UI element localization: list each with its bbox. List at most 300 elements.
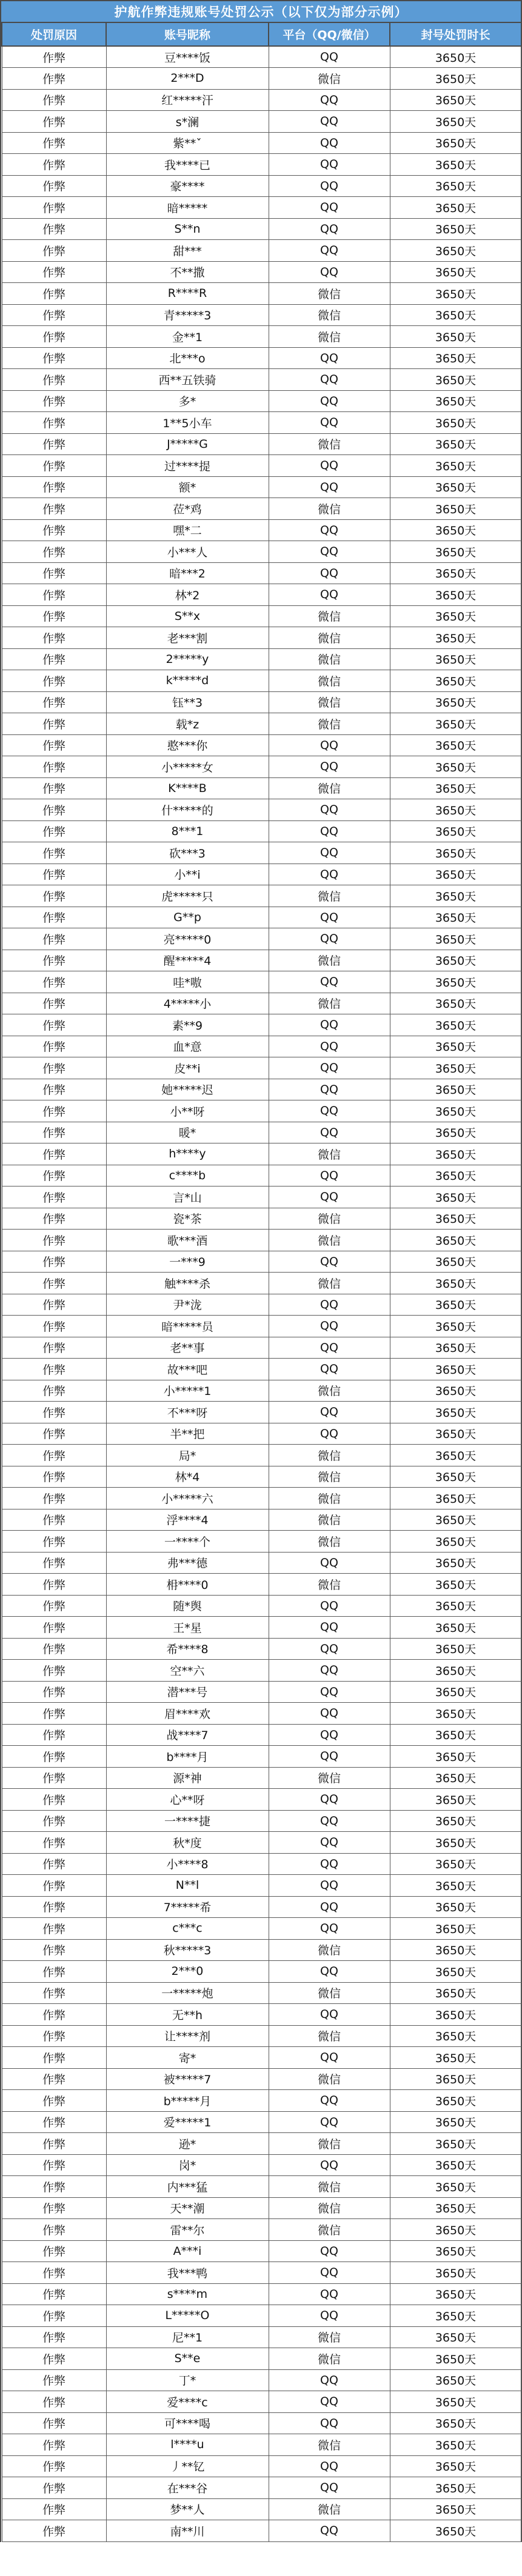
cell-reason: 作弊 <box>2 1789 106 1811</box>
cell-reason: 作弊 <box>2 605 106 627</box>
cell-reason: 作弊 <box>2 1724 106 1746</box>
cell-platform: QQ <box>269 1316 390 1337</box>
cell-duration: 3650天 <box>390 2219 521 2241</box>
cell-platform: 微信 <box>269 2133 390 2155</box>
table-row <box>2 1896 521 1918</box>
cell-nickname: 秋*****3 <box>106 1939 269 1961</box>
cell-duration: 3650天 <box>390 111 521 133</box>
cell-reason: 作弊 <box>2 1531 106 1553</box>
cell-duration: 3650天 <box>390 2197 521 2219</box>
cell-nickname: 雷**尔 <box>106 2219 269 2241</box>
cell-reason: 作弊 <box>2 2240 106 2262</box>
cell-duration: 3650天 <box>390 2391 521 2413</box>
cell-reason: 作弊 <box>2 1875 106 1897</box>
cell-nickname: h****y <box>106 1143 269 1165</box>
cell-nickname: R****R <box>106 283 269 305</box>
cell-nickname: b*****月 <box>106 2090 269 2112</box>
cell-platform: 微信 <box>269 777 390 799</box>
cell-duration: 3650天 <box>390 1574 521 1596</box>
cell-duration: 3650天 <box>390 1810 521 1832</box>
cell-reason: 作弊 <box>2 2219 106 2241</box>
cell-platform: 微信 <box>269 498 390 520</box>
cell-reason: 作弊 <box>2 197 106 219</box>
cell-platform: QQ <box>269 1552 390 1574</box>
cell-reason: 作弊 <box>2 2047 106 2069</box>
cell-platform: QQ <box>269 1402 390 1423</box>
cell-reason: 作弊 <box>2 1208 106 1230</box>
cell-reason: 作弊 <box>2 2477 106 2499</box>
cell-reason: 作弊 <box>2 1638 106 1660</box>
table-row <box>2 1100 521 1122</box>
cell-reason: 作弊 <box>2 670 106 692</box>
cell-duration: 3650天 <box>390 2090 521 2112</box>
table-row <box>2 111 521 133</box>
cell-nickname: 尹*泷 <box>106 1294 269 1316</box>
cell-duration: 3650天 <box>390 433 521 455</box>
cell-platform: 微信 <box>269 1466 390 1488</box>
cell-platform: 微信 <box>269 605 390 627</box>
cell-nickname: 皮**i <box>106 1057 269 1079</box>
cell-nickname: 醒*****4 <box>106 950 269 971</box>
cell-platform: QQ <box>269 1681 390 1703</box>
cell-platform: 微信 <box>269 2326 390 2348</box>
cell-duration: 3650天 <box>390 2305 521 2327</box>
table-row <box>2 627 521 649</box>
table-row <box>2 756 521 778</box>
cell-platform: QQ <box>269 218 390 240</box>
cell-reason: 作弊 <box>2 1918 106 1940</box>
cell-duration: 3650天 <box>390 154 521 176</box>
cell-duration: 3650天 <box>390 928 521 950</box>
cell-reason: 作弊 <box>2 1294 106 1316</box>
cell-nickname: 言*山 <box>106 1186 269 1208</box>
cell-platform: 微信 <box>269 2197 390 2219</box>
cell-nickname: 小*****1 <box>106 1380 269 1402</box>
cell-platform: QQ <box>269 1100 390 1122</box>
cell-reason: 作弊 <box>2 864 106 885</box>
table-row <box>2 2176 521 2198</box>
cell-duration: 3650天 <box>390 713 521 735</box>
cell-reason: 作弊 <box>2 1660 106 1682</box>
table-row <box>2 46 521 68</box>
cell-reason: 作弊 <box>2 455 106 477</box>
cell-reason: 作弊 <box>2 304 106 326</box>
cell-reason: 作弊 <box>2 1617 106 1639</box>
cell-platform: 微信 <box>269 2025 390 2047</box>
table-row <box>2 433 521 455</box>
table-row <box>2 498 521 520</box>
cell-platform: QQ <box>269 1036 390 1057</box>
cell-platform: QQ <box>269 1660 390 1682</box>
cell-nickname: 老***割 <box>106 627 269 649</box>
cell-duration: 3650天 <box>390 864 521 885</box>
cell-duration: 3650天 <box>390 1789 521 1811</box>
cell-platform: QQ <box>269 1617 390 1639</box>
table-row <box>2 885 521 907</box>
cell-nickname: 血*意 <box>106 1036 269 1057</box>
cell-platform: 微信 <box>269 1380 390 1402</box>
cell-platform: 微信 <box>269 670 390 692</box>
cell-reason: 作弊 <box>2 1230 106 1251</box>
table-row <box>2 1767 521 1789</box>
cell-nickname: 在***谷 <box>106 2477 269 2499</box>
cell-duration: 3650天 <box>390 1939 521 1961</box>
table-row <box>2 670 521 692</box>
cell-nickname: 金**1 <box>106 326 269 348</box>
cell-nickname: 故***吧 <box>106 1359 269 1380</box>
cell-nickname: J*****G <box>106 433 269 455</box>
cell-reason: 作弊 <box>2 111 106 133</box>
cell-platform: 微信 <box>269 885 390 907</box>
cell-duration: 3650天 <box>390 1918 521 1940</box>
cell-reason: 作弊 <box>2 1810 106 1832</box>
cell-reason: 作弊 <box>2 476 106 498</box>
cell-nickname: 王*星 <box>106 1617 269 1639</box>
cell-duration: 3650天 <box>390 46 521 68</box>
table-row <box>2 1918 521 1940</box>
table-row <box>2 68 521 90</box>
cell-reason: 作弊 <box>2 820 106 842</box>
cell-reason: 作弊 <box>2 433 106 455</box>
table-row <box>2 1746 521 1768</box>
cell-nickname: 寄* <box>106 2047 269 2069</box>
cell-duration: 3650天 <box>390 2412 521 2434</box>
cell-nickname: c****b <box>106 1165 269 1186</box>
cell-nickname: S**x <box>106 605 269 627</box>
cell-reason: 作弊 <box>2 1681 106 1703</box>
cell-platform: QQ <box>269 734 390 756</box>
cell-platform: QQ <box>269 1918 390 1940</box>
cell-reason: 作弊 <box>2 1057 106 1079</box>
table-row <box>2 2262 521 2284</box>
table-row <box>2 2326 521 2348</box>
cell-nickname: 枏****0 <box>106 1574 269 1596</box>
cell-duration: 3650天 <box>390 2133 521 2155</box>
cell-platform: QQ <box>269 2477 390 2499</box>
cell-nickname: 小*****六 <box>106 1488 269 1509</box>
cell-platform: QQ <box>269 562 390 584</box>
cell-duration: 3650天 <box>390 2326 521 2348</box>
table-row <box>2 2068 521 2090</box>
table-row <box>2 605 521 627</box>
cell-duration: 3650天 <box>390 1509 521 1531</box>
cell-nickname: 什*****的 <box>106 799 269 821</box>
cell-platform: QQ <box>269 1810 390 1832</box>
cell-nickname: 青*****3 <box>106 304 269 326</box>
cell-duration: 3650天 <box>390 1079 521 1100</box>
cell-duration: 3650天 <box>390 1638 521 1660</box>
cell-reason: 作弊 <box>2 777 106 799</box>
table-row <box>2 1617 521 1639</box>
table-row <box>2 2434 521 2456</box>
cell-reason: 作弊 <box>2 1574 106 1596</box>
cell-reason: 作弊 <box>2 1380 106 1402</box>
cell-platform: QQ <box>269 89 390 111</box>
cell-reason: 作弊 <box>2 89 106 111</box>
cell-nickname: S**e <box>106 2348 269 2370</box>
cell-reason: 作弊 <box>2 1961 106 1983</box>
cell-duration: 3650天 <box>390 240 521 262</box>
table-row <box>2 2348 521 2370</box>
table-row <box>2 519 521 541</box>
table-row <box>2 799 521 821</box>
cell-nickname: 被*****7 <box>106 2068 269 2090</box>
cell-platform: QQ <box>269 1294 390 1316</box>
cell-platform: 微信 <box>269 2348 390 2370</box>
cell-nickname: 过****提 <box>106 455 269 477</box>
cell-platform: QQ <box>269 1595 390 1617</box>
cell-nickname: 南**川 <box>106 2520 269 2542</box>
cell-nickname: s*澜 <box>106 111 269 133</box>
cell-duration: 3650天 <box>390 1165 521 1186</box>
cell-duration: 3650天 <box>390 2047 521 2069</box>
cell-platform: QQ <box>269 240 390 262</box>
cell-reason: 作弊 <box>2 1079 106 1100</box>
cell-nickname: S**n <box>106 218 269 240</box>
cell-duration: 3650天 <box>390 326 521 348</box>
cell-reason: 作弊 <box>2 1014 106 1036</box>
cell-reason: 作弊 <box>2 1122 106 1143</box>
cell-reason: 作弊 <box>2 1445 106 1466</box>
table-row <box>2 2090 521 2112</box>
table-row <box>2 2240 521 2262</box>
cell-platform: QQ <box>269 1896 390 1918</box>
header-reason: 处罚原因 <box>2 23 106 46</box>
table-row <box>2 132 521 154</box>
cell-platform: QQ <box>269 2369 390 2391</box>
cell-platform: 微信 <box>269 1230 390 1251</box>
cell-nickname: 小***人 <box>106 541 269 563</box>
cell-nickname: s****m <box>106 2283 269 2305</box>
header-platform: 平台（QQ/微信） <box>269 23 390 46</box>
table-row <box>2 390 521 412</box>
sheet-title: 护航作弊违规账号处罚公示（以下仅为部分示例） <box>1 0 521 23</box>
cell-reason: 作弊 <box>2 2326 106 2348</box>
cell-duration: 3650天 <box>390 1100 521 1122</box>
cell-platform: QQ <box>269 455 390 477</box>
cell-reason: 作弊 <box>2 1832 106 1854</box>
cell-nickname: 2***D <box>106 68 269 90</box>
cell-nickname: 2*****y <box>106 648 269 670</box>
cell-nickname: 甜*** <box>106 240 269 262</box>
cell-nickname: b****月 <box>106 1746 269 1768</box>
cell-duration: 3650天 <box>390 2025 521 2047</box>
cell-platform: 微信 <box>269 304 390 326</box>
cell-duration: 3650天 <box>390 842 521 864</box>
cell-platform: QQ <box>269 928 390 950</box>
cell-nickname: 弗***德 <box>106 1552 269 1574</box>
table-row <box>2 1724 521 1746</box>
cell-reason: 作弊 <box>2 175 106 197</box>
cell-platform: QQ <box>269 799 390 821</box>
table-row <box>2 1273 521 1294</box>
cell-nickname: 暖* <box>106 1122 269 1143</box>
cell-nickname: 一*****炮 <box>106 1982 269 2004</box>
table-body <box>2 46 521 2541</box>
cell-reason: 作弊 <box>2 2111 106 2133</box>
cell-platform: 微信 <box>269 713 390 735</box>
table-row <box>2 1208 521 1230</box>
table-row <box>2 584 521 606</box>
cell-nickname: 小*****女 <box>106 756 269 778</box>
cell-nickname: 一****个 <box>106 1531 269 1553</box>
cell-duration: 3650天 <box>390 1875 521 1897</box>
cell-platform: 微信 <box>269 1531 390 1553</box>
cell-nickname: 憨***你 <box>106 734 269 756</box>
table-row <box>2 89 521 111</box>
cell-platform: QQ <box>269 1832 390 1854</box>
cell-nickname: 西**五铁骑 <box>106 369 269 391</box>
table-row <box>2 1380 521 1402</box>
cell-platform: 微信 <box>269 627 390 649</box>
table-row <box>2 1359 521 1380</box>
cell-duration: 3650天 <box>390 1961 521 1983</box>
cell-platform: QQ <box>269 1724 390 1746</box>
cell-duration: 3650天 <box>390 369 521 391</box>
cell-platform: QQ <box>269 154 390 176</box>
table-row <box>2 283 521 305</box>
cell-nickname: l****u <box>106 2434 269 2456</box>
cell-reason: 作弊 <box>2 2262 106 2284</box>
table-row <box>2 2111 521 2133</box>
cell-duration: 3650天 <box>390 691 521 713</box>
table-row <box>2 1509 521 1531</box>
cell-duration: 3650天 <box>390 476 521 498</box>
cell-nickname: 爱****c <box>106 2391 269 2413</box>
cell-nickname: 我***鸭 <box>106 2262 269 2284</box>
cell-platform: QQ <box>269 820 390 842</box>
cell-nickname: 暗***** <box>106 197 269 219</box>
cell-platform: QQ <box>269 1251 390 1273</box>
cell-nickname: 暗***2 <box>106 562 269 584</box>
cell-platform: 微信 <box>269 326 390 348</box>
cell-nickname: 7*****希 <box>106 1896 269 1918</box>
cell-reason: 作弊 <box>2 1402 106 1423</box>
table-row <box>2 476 521 498</box>
cell-reason: 作弊 <box>2 799 106 821</box>
table-row <box>2 1057 521 1079</box>
cell-reason: 作弊 <box>2 950 106 971</box>
cell-nickname: 爱*****1 <box>106 2111 269 2133</box>
cell-reason: 作弊 <box>2 584 106 606</box>
cell-duration: 3650天 <box>390 562 521 584</box>
cell-nickname: 4*****小 <box>106 993 269 1014</box>
cell-platform: 微信 <box>269 1509 390 1531</box>
cell-reason: 作弊 <box>2 218 106 240</box>
cell-duration: 3650天 <box>390 68 521 90</box>
cell-duration: 3650天 <box>390 1595 521 1617</box>
cell-duration: 3650天 <box>390 799 521 821</box>
table-row <box>2 2197 521 2219</box>
table-row <box>2 1014 521 1036</box>
cell-platform: 微信 <box>269 691 390 713</box>
cell-nickname: 战****7 <box>106 1724 269 1746</box>
cell-nickname: 老**事 <box>106 1337 269 1359</box>
table-row <box>2 1423 521 1445</box>
cell-nickname: 触****杀 <box>106 1273 269 1294</box>
cell-reason: 作弊 <box>2 261 106 283</box>
table-row <box>2 1186 521 1208</box>
cell-duration: 3650天 <box>390 1660 521 1682</box>
cell-nickname: 2***0 <box>106 1961 269 1983</box>
cell-nickname: 林*4 <box>106 1466 269 1488</box>
cell-platform: QQ <box>269 132 390 154</box>
cell-platform: QQ <box>269 1359 390 1380</box>
cell-nickname: 随*舆 <box>106 1595 269 1617</box>
cell-reason: 作弊 <box>2 2412 106 2434</box>
cell-reason: 作弊 <box>2 2283 106 2305</box>
cell-platform: QQ <box>269 1165 390 1186</box>
cell-reason: 作弊 <box>2 68 106 90</box>
cell-platform: QQ <box>269 2391 390 2413</box>
cell-nickname: 浮****4 <box>106 1509 269 1531</box>
header-row <box>2 23 521 46</box>
cell-reason: 作弊 <box>2 541 106 563</box>
table-row <box>2 1982 521 2004</box>
cell-reason: 作弊 <box>2 283 106 305</box>
cell-duration: 3650天 <box>390 2004 521 2026</box>
cell-duration: 3650天 <box>390 390 521 412</box>
cell-reason: 作弊 <box>2 2090 106 2112</box>
cell-platform: QQ <box>269 2111 390 2133</box>
cell-nickname: 豪**** <box>106 175 269 197</box>
cell-duration: 3650天 <box>390 1488 521 1509</box>
cell-reason: 作弊 <box>2 2498 106 2520</box>
cell-platform: QQ <box>269 2283 390 2305</box>
cell-reason: 作弊 <box>2 132 106 154</box>
cell-nickname: L*****O <box>106 2305 269 2327</box>
cell-platform: 微信 <box>269 1488 390 1509</box>
table-row <box>2 2369 521 2391</box>
cell-platform: QQ <box>269 519 390 541</box>
cell-platform: QQ <box>269 1853 390 1875</box>
cell-platform: QQ <box>269 2004 390 2026</box>
cell-duration: 3650天 <box>390 2455 521 2477</box>
cell-platform: 微信 <box>269 1982 390 2004</box>
cell-duration: 3650天 <box>390 885 521 907</box>
cell-platform: QQ <box>269 197 390 219</box>
table-row <box>2 1488 521 1509</box>
table-row <box>2 777 521 799</box>
table-row <box>2 1337 521 1359</box>
cell-reason: 作弊 <box>2 885 106 907</box>
penalty-table <box>1 23 522 2542</box>
cell-reason: 作弊 <box>2 993 106 1014</box>
cell-nickname: 小****8 <box>106 1853 269 1875</box>
cell-reason: 作弊 <box>2 347 106 369</box>
cell-nickname: 额* <box>106 476 269 498</box>
cell-duration: 3650天 <box>390 1186 521 1208</box>
table-row <box>2 1853 521 1875</box>
cell-duration: 3650天 <box>390 627 521 649</box>
cell-nickname: 多* <box>106 390 269 412</box>
cell-platform: QQ <box>269 1703 390 1725</box>
cell-platform: QQ <box>269 1337 390 1359</box>
cell-platform: 微信 <box>269 68 390 90</box>
cell-duration: 3650天 <box>390 2348 521 2370</box>
cell-reason: 作弊 <box>2 2369 106 2391</box>
cell-nickname: 小**呀 <box>106 1100 269 1122</box>
cell-duration: 3650天 <box>390 197 521 219</box>
cell-nickname: 内***猛 <box>106 2176 269 2198</box>
table-row <box>2 2455 521 2477</box>
cell-reason: 作弊 <box>2 971 106 993</box>
cell-reason: 作弊 <box>2 1552 106 1574</box>
table-row <box>2 2477 521 2499</box>
cell-nickname: 红*****汗 <box>106 89 269 111</box>
table-row <box>2 1230 521 1251</box>
table-row <box>2 1122 521 1143</box>
